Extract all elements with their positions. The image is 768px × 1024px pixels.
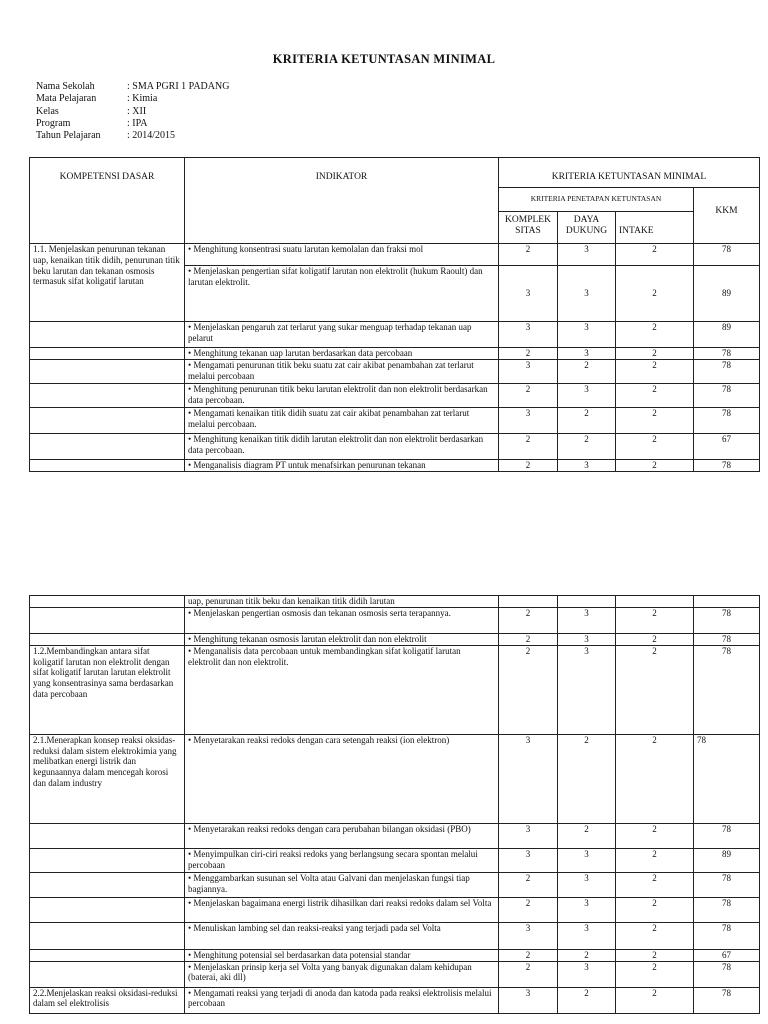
kd-cell [30, 872, 185, 897]
indikator-cell: • Menjelaskan prinsip kerja sel Volta yang banyak digunakan dalam kehidupan (baterai, aki dll) [185, 961, 499, 987]
indikator-cell: • Menuliskan lambing sel dan reaksi-reaksi yang terjadi pada sel Volta [185, 922, 499, 949]
kkm-cell: 78 [694, 645, 760, 734]
kompleksitas-cell: 2 [499, 244, 558, 266]
kompleksitas-cell: 2 [499, 460, 558, 472]
kkm-cell: 89 [694, 322, 760, 348]
kd-cell [30, 596, 185, 608]
kd-cell [30, 949, 185, 961]
daya-dukung-cell: 2 [558, 823, 616, 848]
document-title: KRITERIA KETUNTASAN MINIMAL [272, 52, 496, 66]
info-label: Program [36, 117, 71, 129]
kompleksitas-cell: 3 [499, 922, 558, 949]
intake-cell: 2 [616, 949, 694, 961]
intake-cell: 2 [616, 633, 694, 645]
indikator-cell: • Mengamati kenaikan titik didih suatu zat cair akibat penambahan zat terlarut melalui percobaan. [185, 408, 499, 434]
intake-cell [616, 596, 694, 608]
indikator-cell: • Menjelaskan pengertian sifat koligatif larutan non elektrolit (hukum Raoult) dan larutan elektrolit. [185, 266, 499, 322]
info-value: : Kimia [127, 93, 158, 105]
info-value: : XII [127, 105, 147, 117]
header-kompetensi: KOMPETENSI DASAR [30, 158, 185, 244]
kkm-table-page2 [29, 595, 760, 1014]
daya-dukung-cell: 2 [558, 949, 616, 961]
kd-cell [30, 607, 185, 633]
kompleksitas-cell [499, 596, 558, 608]
kkm-cell: 78 [694, 734, 760, 823]
kkm-cell: 78 [694, 360, 760, 384]
indikator-cell: • Menyetarakan reaksi redoks dengan cara perubahan bilangan oksidasi (PBO) [185, 823, 499, 848]
kompleksitas-cell: 2 [499, 434, 558, 460]
intake-cell: 2 [616, 922, 694, 949]
header-penetapan: KRITERIA PENETAPAN KETUNTASAN [499, 188, 694, 212]
indikator-cell: • Menjelaskan pengertian osmosis dan tekanan osmosis serta terapannya. [185, 607, 499, 633]
kompleksitas-cell: 3 [499, 987, 558, 1013]
kkm-cell: 78 [694, 922, 760, 949]
daya-dukung-cell: 2 [558, 734, 616, 823]
info-label: Tahun Pelajaran [36, 130, 101, 142]
kkm-cell: 78 [694, 897, 760, 922]
kd-cell [30, 322, 185, 348]
intake-cell: 2 [616, 460, 694, 472]
kd-cell: 2.1.Menerapkan konsep reaksi oksidas-reduksi dalam sistem elektrokimia yang melibatkan energi listrik dan kegunaannya dalam mencegah korosi dan dalam industry [30, 734, 185, 823]
indikator-cell: • Menyimpulkan ciri-ciri reaksi redoks yang berlangsung secara spontan melalui percobaan [185, 848, 499, 872]
kompleksitas-cell: 2 [499, 872, 558, 897]
kkm-cell: 67 [694, 434, 760, 460]
kkm-table-page1 [29, 157, 760, 472]
intake-cell: 2 [616, 348, 694, 360]
info-label: Nama Sekolah [36, 81, 95, 92]
kkm-cell: 78 [694, 823, 760, 848]
kd-cell [30, 360, 185, 384]
kompleksitas-cell: 2 [499, 949, 558, 961]
daya-dukung-cell [558, 596, 616, 608]
kompleksitas-cell: 2 [499, 348, 558, 360]
intake-cell: 2 [616, 645, 694, 734]
kompleksitas-cell: 2 [499, 633, 558, 645]
intake-cell: 2 [616, 360, 694, 384]
kd-cell [30, 961, 185, 987]
daya-dukung-cell: 2 [558, 434, 616, 460]
info-row-school [36, 81, 229, 93]
indikator-cell: • Menghitung kenaikan titik didih larutan elektrolit dan non elektrolit berdasarkan data percobaan. [185, 434, 499, 460]
kd-cell: 2.2.Menjelaskan reaksi oksidasi-reduksi dalam sel elektrolisis [30, 987, 185, 1013]
indikator-cell: • Menjelaskan bagaimana energi listrik dihasilkan dari reaksi redoks dalam sel Volta [185, 897, 499, 922]
intake-cell: 2 [616, 872, 694, 897]
kd-cell [30, 897, 185, 922]
indikator-cell: • Menghitung potensial sel berdasarkan data potensial standar [185, 949, 499, 961]
daya-dukung-cell: 3 [558, 633, 616, 645]
kd-cell [30, 633, 185, 645]
daya-dukung-cell: 3 [558, 645, 616, 734]
info-value: : SMA PGRI 1 PADANG [127, 81, 230, 92]
header-kkm-group: KRITERIA KETUNTASAN MINIMAL [499, 158, 760, 188]
kkm-cell: 78 [694, 872, 760, 897]
kd-cell [30, 348, 185, 360]
kompleksitas-cell: 3 [499, 734, 558, 823]
info-label: Mata Pelajaran [36, 93, 97, 105]
indikator-cell: • Menyetarakan reaksi redoks dengan cara setengah reaksi (ion elektron) [185, 734, 499, 823]
kompleksitas-cell: 2 [499, 384, 558, 408]
daya-dukung-cell: 3 [558, 322, 616, 348]
kompleksitas-cell: 3 [499, 823, 558, 848]
kd-cell [30, 460, 185, 472]
daya-dukung-cell: 3 [558, 961, 616, 987]
intake-cell: 2 [616, 823, 694, 848]
school-info [36, 81, 229, 142]
kkm-cell [694, 596, 760, 608]
indikator-cell: • Menganalisis data percobaan untuk membandingkan sifat koligatif larutan elektrolit dan non elektrolit. [185, 645, 499, 734]
daya-dukung-cell: 3 [558, 897, 616, 922]
kkm-cell: 78 [694, 633, 760, 645]
info-row-subject [36, 93, 229, 105]
kkm-cell: 89 [694, 266, 760, 322]
indikator-cell: • Mengamati penurunan titik beku suatu zat cair akibat penambahan zat terlarut melalui percobaan [185, 360, 499, 384]
intake-cell: 2 [616, 987, 694, 1013]
kkm-cell: 78 [694, 408, 760, 434]
kompleksitas-cell: 2 [499, 607, 558, 633]
kkm-cell: 78 [694, 460, 760, 472]
indikator-cell: • Menghitung penurunan titik beku larutan elektrolit dan non elektrolit berdasarkan data percobaan. [185, 384, 499, 408]
kkm-cell: 78 [694, 384, 760, 408]
header-kompleksitas: KOMPLEK SITAS [499, 212, 558, 244]
kd-cell [30, 848, 185, 872]
header-kkm: KKM [694, 188, 760, 244]
kompleksitas-cell: 3 [499, 360, 558, 384]
kkm-cell: 67 [694, 949, 760, 961]
kkm-cell: 78 [694, 348, 760, 360]
indikator-cell: • Menghitung tekanan osmosis larutan elektrolit dan non elektrolit [185, 633, 499, 645]
kompleksitas-cell: 3 [499, 266, 558, 322]
daya-dukung-cell: 2 [558, 408, 616, 434]
kd-cell [30, 823, 185, 848]
indikator-cell: • Mengamati reaksi yang terjadi di anoda dan katoda pada reaksi elektrolisis melalui percobaan [185, 987, 499, 1013]
daya-dukung-cell: 2 [558, 987, 616, 1013]
intake-cell: 2 [616, 266, 694, 322]
header-intake: INTAKE [616, 212, 694, 244]
info-value: : 2014/2015 [127, 130, 176, 142]
daya-dukung-cell: 3 [558, 922, 616, 949]
daya-dukung-cell: 3 [558, 384, 616, 408]
daya-dukung-cell: 3 [558, 460, 616, 472]
kompleksitas-cell: 3 [499, 322, 558, 348]
indikator-cell: • Menganalisis diagram PT untuk menafsirkan penurunan tekanan [185, 460, 499, 472]
intake-cell: 2 [616, 897, 694, 922]
intake-cell: 2 [616, 384, 694, 408]
daya-dukung-cell: 3 [558, 848, 616, 872]
daya-dukung-cell: 3 [558, 266, 616, 322]
daya-dukung-cell: 2 [558, 360, 616, 384]
kkm-cell: 78 [694, 607, 760, 633]
kd-cell: 1.2.Membandingkan antara sifat koligatif larutan non elektrolit dengan sifat koligatif larutan larutan elektrolit yang konsentrasinya sama berdasarkan data percobaan [30, 645, 185, 734]
daya-dukung-cell: 3 [558, 244, 616, 266]
kd-cell [30, 434, 185, 460]
info-label: Kelas [36, 105, 59, 117]
indikator-cell: • Menghitung tekanan uap larutan berdasarkan data percobaan [185, 348, 499, 360]
indikator-cell: uap, penurunan titik beku dan kenaikan titik didih larutan [185, 596, 499, 608]
header-daya-dukung: DAYA DUKUNG [558, 212, 616, 244]
indikator-cell: • Menjelaskan pengaruh zat terlarut yang sukar menguap terhadap tekanan uap pelarut [185, 322, 499, 348]
intake-cell: 2 [616, 607, 694, 633]
kompleksitas-cell: 2 [499, 961, 558, 987]
info-value: : IPA [127, 117, 148, 129]
intake-cell: 2 [616, 322, 694, 348]
indikator-cell: • Menggambarkan susunan sel Volta atau Galvani dan menjelaskan fungsi tiap bagiannya. [185, 872, 499, 897]
kkm-cell: 89 [694, 848, 760, 872]
kompleksitas-cell: 2 [499, 645, 558, 734]
intake-cell: 2 [616, 408, 694, 434]
info-row-class [36, 106, 229, 118]
info-row-program [36, 118, 229, 130]
daya-dukung-cell: 3 [558, 348, 616, 360]
kkm-cell: 78 [694, 961, 760, 987]
intake-cell: 2 [616, 848, 694, 872]
kd-cell [30, 922, 185, 949]
daya-dukung-cell: 3 [558, 607, 616, 633]
indikator-cell: • Menghitung konsentrasi suatu larutan kemolalan dan fraksi mol [185, 244, 499, 266]
kompleksitas-cell: 2 [499, 897, 558, 922]
info-row-year [36, 130, 229, 142]
kkm-cell: 78 [694, 987, 760, 1013]
kd-cell [30, 408, 185, 434]
kd-cell [30, 384, 185, 408]
intake-cell: 2 [616, 434, 694, 460]
intake-cell: 2 [616, 244, 694, 266]
kd-cell: 1.1. Menjelaskan penurunan tekanan uap, kenaikan titik didih, penurunan titik beku larutan dan tekanan osmosis termasuk sifat koligatif larutan [30, 244, 185, 322]
daya-dukung-cell: 3 [558, 872, 616, 897]
kkm-cell: 78 [694, 244, 760, 266]
intake-cell: 2 [616, 734, 694, 823]
kompleksitas-cell: 3 [499, 848, 558, 872]
kompleksitas-cell: 3 [499, 408, 558, 434]
header-indikator: INDIKATOR [185, 158, 499, 244]
intake-cell: 2 [616, 961, 694, 987]
